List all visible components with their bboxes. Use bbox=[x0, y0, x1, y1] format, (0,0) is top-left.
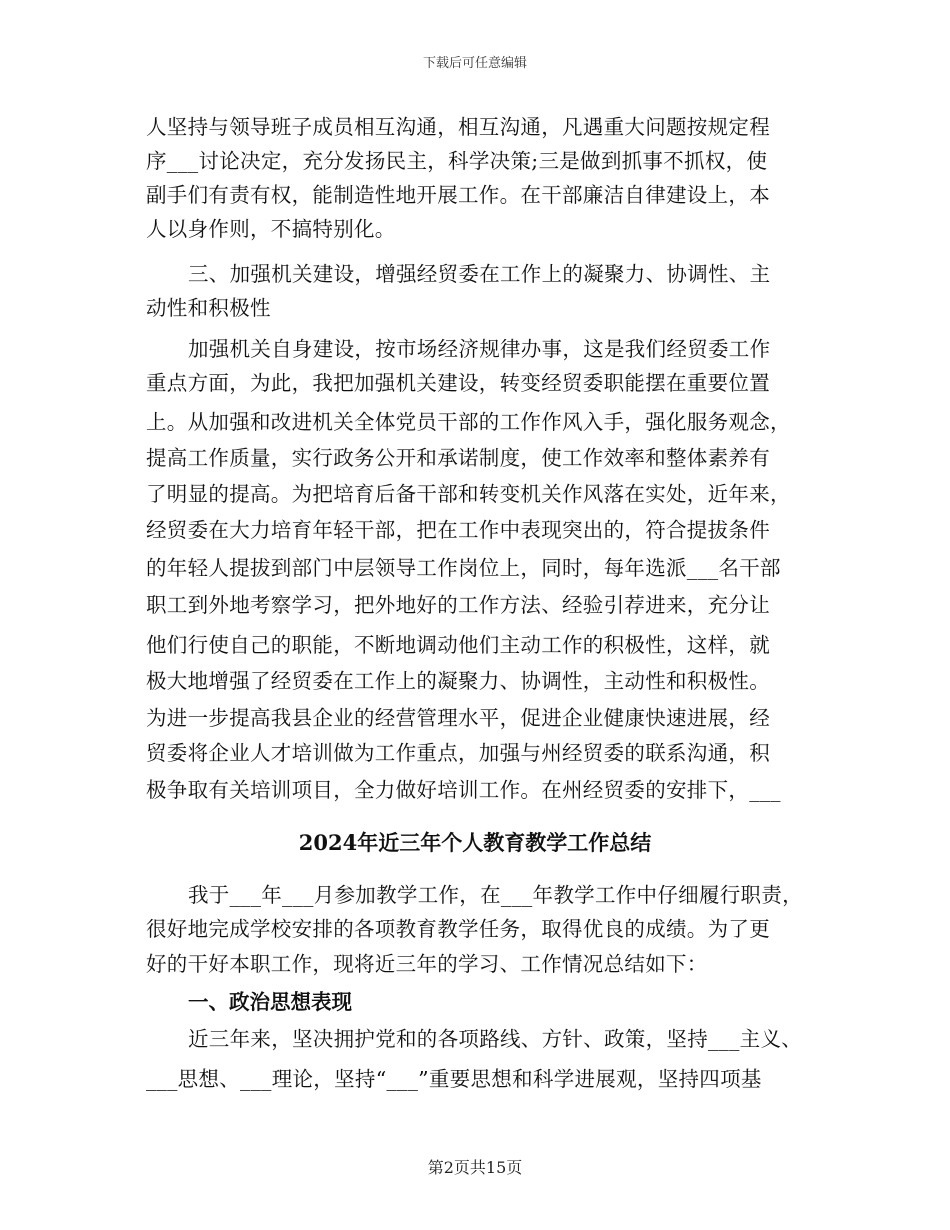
body-line: 极争取有关培训项目，全力做好培训工作。在州经贸委的安排下，___ bbox=[146, 778, 781, 802]
body-line: 加强机关自身建设，按市场经济规律办事，这是我们经贸委工作 bbox=[188, 337, 771, 361]
page-number: 第2页共15页 bbox=[427, 1158, 523, 1177]
body-line: 序___讨论决定，充分发扬民主，科学决策;三是做到抓事不抓权，使 bbox=[146, 149, 768, 173]
section-heading-line: 三、加强机关建设，增强经贸委在工作上的凝聚力、协调性、主 bbox=[188, 262, 771, 286]
body-line: 了明显的提高。为把培育后备干部和转变机关作风落在实处，近年来， bbox=[146, 482, 791, 506]
body-line: 提高工作质量，实行政务公开和承诺制度，使工作效率和整体素养有 bbox=[146, 446, 770, 470]
body-line: 人以身作则，不搞特别化。 bbox=[146, 217, 396, 241]
body-line: 上。从加强和改进机关全体党员干部的工作作风入手，强化服务观念， bbox=[146, 410, 791, 434]
body-line: 为进一步提高我县企业的经营管理水平，促进企业健康快速进展，经 bbox=[146, 706, 770, 730]
body-line: ___思想、___理论，坚持“___”重要思想和科学进展观，坚持四项基 bbox=[146, 1067, 762, 1091]
body-line: 重点方面，为此，我把加强机关建设，转变经贸委职能摆在重要位置 bbox=[146, 371, 770, 395]
body-line: 动性和积极性 bbox=[146, 296, 271, 320]
body-line: 职工到外地考察学习，把外地好的工作方法、经验引荐进来，充分让 bbox=[146, 593, 770, 617]
body-line: 极大地增强了经贸委在工作上的凝聚力、协调性，主动性和积极性。 bbox=[146, 669, 770, 693]
body-line: 人坚持与领导班子成员相互沟通，相互沟通，凡遇重大问题按规定程 bbox=[146, 115, 770, 139]
page-header-note: 下载后可任意编辑 bbox=[422, 56, 527, 71]
body-line: 的年轻人提拔到部门中层领导工作岗位上，同时，每年选派___名干部 bbox=[146, 556, 781, 580]
document-title: 2024年近三年个人教育教学工作总结 bbox=[298, 830, 652, 855]
body-line: 经贸委在大力培育年轻干部，把在工作中表现突出的，符合提拔条件 bbox=[146, 518, 770, 542]
body-line: 副手们有责有权，能制造性地开展工作。在干部廉洁自律建设上，本 bbox=[146, 183, 770, 207]
body-line: 贸委将企业人才培训做为工作重点，加强与州经贸委的联系沟通，积 bbox=[146, 741, 770, 765]
body-line: 他们行使自己的职能，不断地调动他们主动工作的积极性，这样，就 bbox=[146, 633, 770, 657]
intro-line: 很好地完成学校安排的各项教育教学任务，取得优良的成绩。为了更 bbox=[146, 917, 770, 941]
intro-line: 我于___年___月参加教学工作，在___年教学工作中仔细履行职责， bbox=[188, 883, 803, 907]
body-line: 近三年来，坚决拥护党和的各项路线、方针、政策，坚持___主义、 bbox=[188, 1027, 803, 1051]
section-heading: 一、政治思想表现 bbox=[188, 990, 352, 1014]
intro-line: 好的干好本职工作，现将近三年的学习、工作情况总结如下： bbox=[146, 952, 708, 976]
